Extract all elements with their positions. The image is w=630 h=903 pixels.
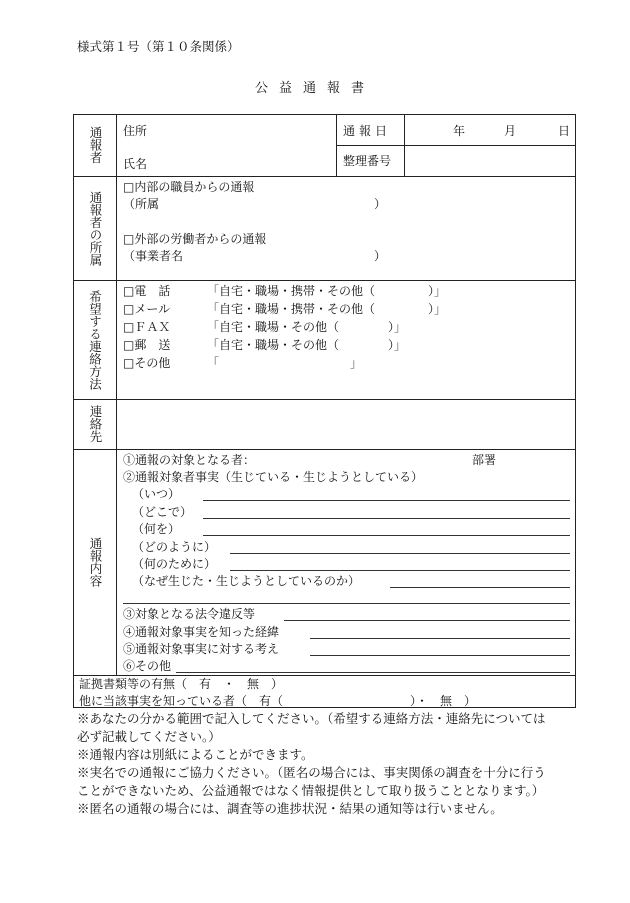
content-item-background: ④通報対象事実を知った経緯 <box>123 625 280 639</box>
external-worker-checkbox[interactable]: □外部の労働者からの通報 <box>123 232 267 246</box>
content-label: 通報内容 <box>88 537 103 587</box>
note-line-4: ※実名での通報にご協力ください。（匿名の場合には、事実関係の調査を十分に行う <box>77 765 546 780</box>
content-background-line[interactable] <box>310 638 570 639</box>
row-divider-4 <box>73 449 576 450</box>
date-month: 月 <box>504 124 517 138</box>
content-law-line[interactable] <box>284 620 570 621</box>
contact-phone-close: ）」 <box>428 284 447 298</box>
name-label: 氏名 <box>123 157 148 171</box>
content-where-label: （どこで） <box>132 505 193 519</box>
company-open: （事業者名 <box>123 249 184 263</box>
contact-fax-checkbox[interactable]: □ＦＡＸ <box>123 320 171 334</box>
content-how-line[interactable] <box>230 553 570 554</box>
content-reason-line[interactable] <box>390 587 570 588</box>
affiliation-label: 通報者の所属 <box>88 190 103 266</box>
internal-staff-checkbox[interactable]: □内部の職員からの通報 <box>123 180 255 194</box>
content-reason-line-2[interactable] <box>123 603 570 604</box>
row-divider-5 <box>73 675 576 676</box>
contact-fax-options: 「自宅・職場・その他（ <box>207 320 340 334</box>
evidence-line[interactable]: 証拠書類等の有無（ 有 ・ 無 ） <box>79 677 284 691</box>
contact-destination-label: 連絡先 <box>88 405 103 443</box>
witness-line-end[interactable]: ）・ 無 ） <box>410 694 477 708</box>
address-label: 住所 <box>123 124 148 138</box>
content-item-target: ①通報の対象となる者： <box>123 453 256 467</box>
content-why-label: （何のために） <box>132 557 217 571</box>
content-item-other: ⑥その他 <box>123 659 172 673</box>
content-why-line[interactable] <box>230 570 570 571</box>
contact-email-options: 「自宅・職場・携帯・その他（ <box>207 302 376 316</box>
content-what-label: （何を） <box>132 522 181 536</box>
witness-line[interactable]: 他に当該事実を知っている者（ 有（ <box>79 694 284 708</box>
row-divider-1 <box>73 176 576 177</box>
content-how-label: （どのように） <box>132 540 217 554</box>
content-item-department: 部署 <box>472 453 497 467</box>
row-divider-2 <box>73 280 576 281</box>
department-open: （所属 <box>123 197 160 211</box>
content-other-line[interactable] <box>176 672 570 673</box>
date-year: 年 <box>453 124 466 138</box>
page-title: 公益通報書 <box>254 81 375 96</box>
form-id: 様式第１号（第１０条関係） <box>77 39 240 54</box>
note-line-5: ことができないため、公益通報ではなく情報提供として取り扱うこととなります。） <box>77 783 545 798</box>
contact-mail-checkbox[interactable]: □郵 送 <box>123 338 171 352</box>
content-where-line[interactable] <box>203 518 570 519</box>
row-divider-3 <box>73 399 576 400</box>
ref-number-label: 整理番号 <box>343 154 392 168</box>
contact-other-checkbox[interactable]: □その他 <box>123 356 171 370</box>
content-reason-label: （なぜ生じた・生じようとしているのか） <box>132 574 361 588</box>
label-column-divider <box>116 114 117 675</box>
content-what-line[interactable] <box>203 535 570 536</box>
contact-destination-field[interactable] <box>120 403 570 445</box>
reporter-label: 通報者 <box>88 126 103 164</box>
content-item-law: ③対象となる法令違反等 <box>123 607 256 621</box>
contact-phone-options: 「自宅・職場・携帯・その他（ <box>207 284 376 298</box>
contact-other-options: 「 <box>207 356 220 370</box>
content-item-opinion: ⑤通報対象事実に対する考え <box>123 642 280 656</box>
note-line-3: ※通報内容は別紙によることができます。 <box>77 747 314 762</box>
note-line-1: ※あなたの分かる範囲で記入してください。（希望する連絡方法・連絡先については <box>77 711 546 726</box>
note-line-2: 必ず記載してください。） <box>77 729 221 744</box>
contact-other-close: 」 <box>350 356 363 370</box>
report-date-label: 通報日 <box>343 124 392 138</box>
contact-fax-close: ）」 <box>388 320 407 334</box>
date-day: 日 <box>558 124 571 138</box>
contact-email-close: ）」 <box>428 302 447 316</box>
contact-mail-options: 「自宅・職場・その他（ <box>207 338 340 352</box>
contact-method-label: 希望する連絡方法 <box>87 289 103 390</box>
content-when-label: （いつ） <box>132 487 181 501</box>
company-close: ） <box>374 249 387 263</box>
contact-mail-close: ）」 <box>388 338 407 352</box>
contact-email-checkbox[interactable]: □メール <box>123 302 171 316</box>
contact-phone-checkbox[interactable]: □電 話 <box>123 284 171 298</box>
content-item-facts: ②通報対象者事実（生じている・生じようとしている） <box>123 470 424 484</box>
note-line-6: ※匿名の通報の場合には、調査等の進捗状況・結果の通知等は行いません。 <box>77 801 503 816</box>
department-close: ） <box>374 197 387 211</box>
content-when-line[interactable] <box>203 500 570 501</box>
content-opinion-line[interactable] <box>310 655 570 656</box>
date-row-divider <box>336 145 576 146</box>
